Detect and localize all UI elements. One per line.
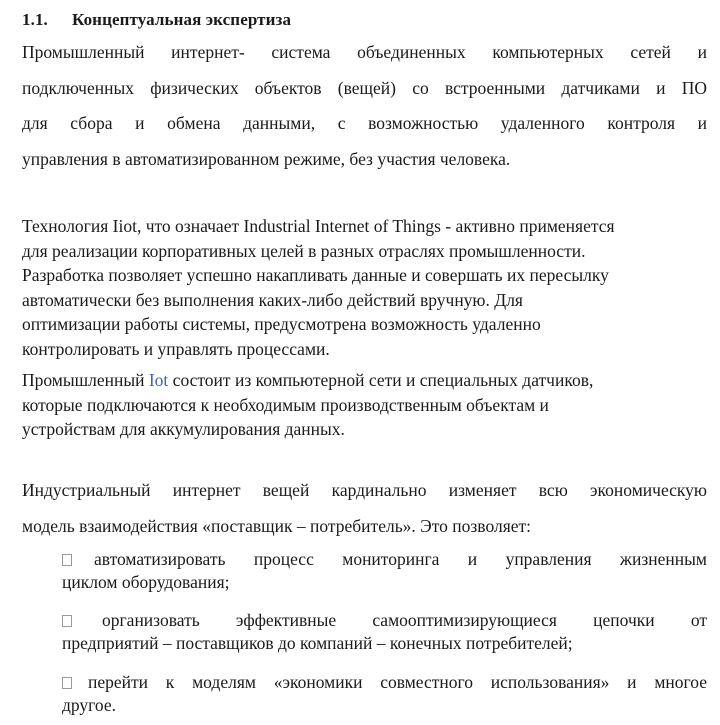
list-item-line: предприятий – поставщиков до компаний – конечных потребителей; [62,633,573,653]
list-item-line [62,609,707,632]
paragraph-line: для сбора и обмена данными, с возможностью удаленного контроля и [22,113,707,133]
paragraph-line: управления в автоматизированном режиме, без участия человека. [22,148,511,169]
iot-link[interactable]: Iot [148,370,169,390]
section-number: 1.1. [22,10,48,29]
paragraph-line: Промышленный интернет- система объединенных компьютерных сетей и [22,42,707,62]
paragraph-line: модель взаимодействия «поставщик – потребитель». Это позволяет: [22,515,532,536]
paragraph-line: контролировать и управлять процессами. [22,338,330,359]
text-run: Промышленный [22,370,149,390]
paragraph-line: автоматически без выполнения каких-либо действий вручную. Для [22,289,523,310]
checkbox-icon [62,677,72,689]
list-item-line: циклом оборудования; [62,572,230,592]
list-item [62,671,707,717]
paragraph-line: для реализации корпоративных целей в разных отраслях промышленности. [22,240,586,261]
paragraph-line: Индустриальный интернет вещей кардинально изменяет всю экономическую [22,480,707,500]
paragraph-line: Технология Iiot, что означает Industrial Internet of Things - активно применяется [22,216,615,236]
section-title: Концептуальная экспертиза [72,10,292,29]
paragraph-iiot-technology [22,214,712,362]
list-item-line [62,548,707,571]
paragraph-line: оптимизации работы системы, предусмотрена возможность удаленно [22,314,541,335]
list-item-text: перейти к моделям «экономики совместного использования» и многое [88,672,707,692]
paragraph-line: которые подключаются к необходимым производственным объектам и [22,394,549,415]
list-item [62,548,707,594]
paragraph-iot-composition [22,368,712,442]
paragraph-economic-model [22,473,707,544]
paragraph-line [22,368,712,393]
checkbox-icon [62,615,72,627]
text-run: состоит из компьютерной сети и специальных датчиков, [168,370,594,390]
paragraph-line: устройствам для аккумулирования данных. [22,419,345,440]
list-item-line: другое. [62,695,117,715]
list-item-text: автоматизировать процесс мониторинга и управления жизненным [94,549,707,569]
list-item-line [62,671,707,694]
section-heading [22,10,291,30]
paragraph-line: Разработка позволяет успешно накапливать данные и совершать их пересылку [22,265,609,286]
list-item-text: организовать эффективные самооптимизирующиеся цепочки от [102,610,707,630]
paragraph-line: подключенных физических объектов (вещей) со встроенными датчиками и ПО [22,77,707,98]
checkbox-icon [62,554,72,566]
list-item [62,609,707,655]
paragraph-definition [22,35,707,177]
